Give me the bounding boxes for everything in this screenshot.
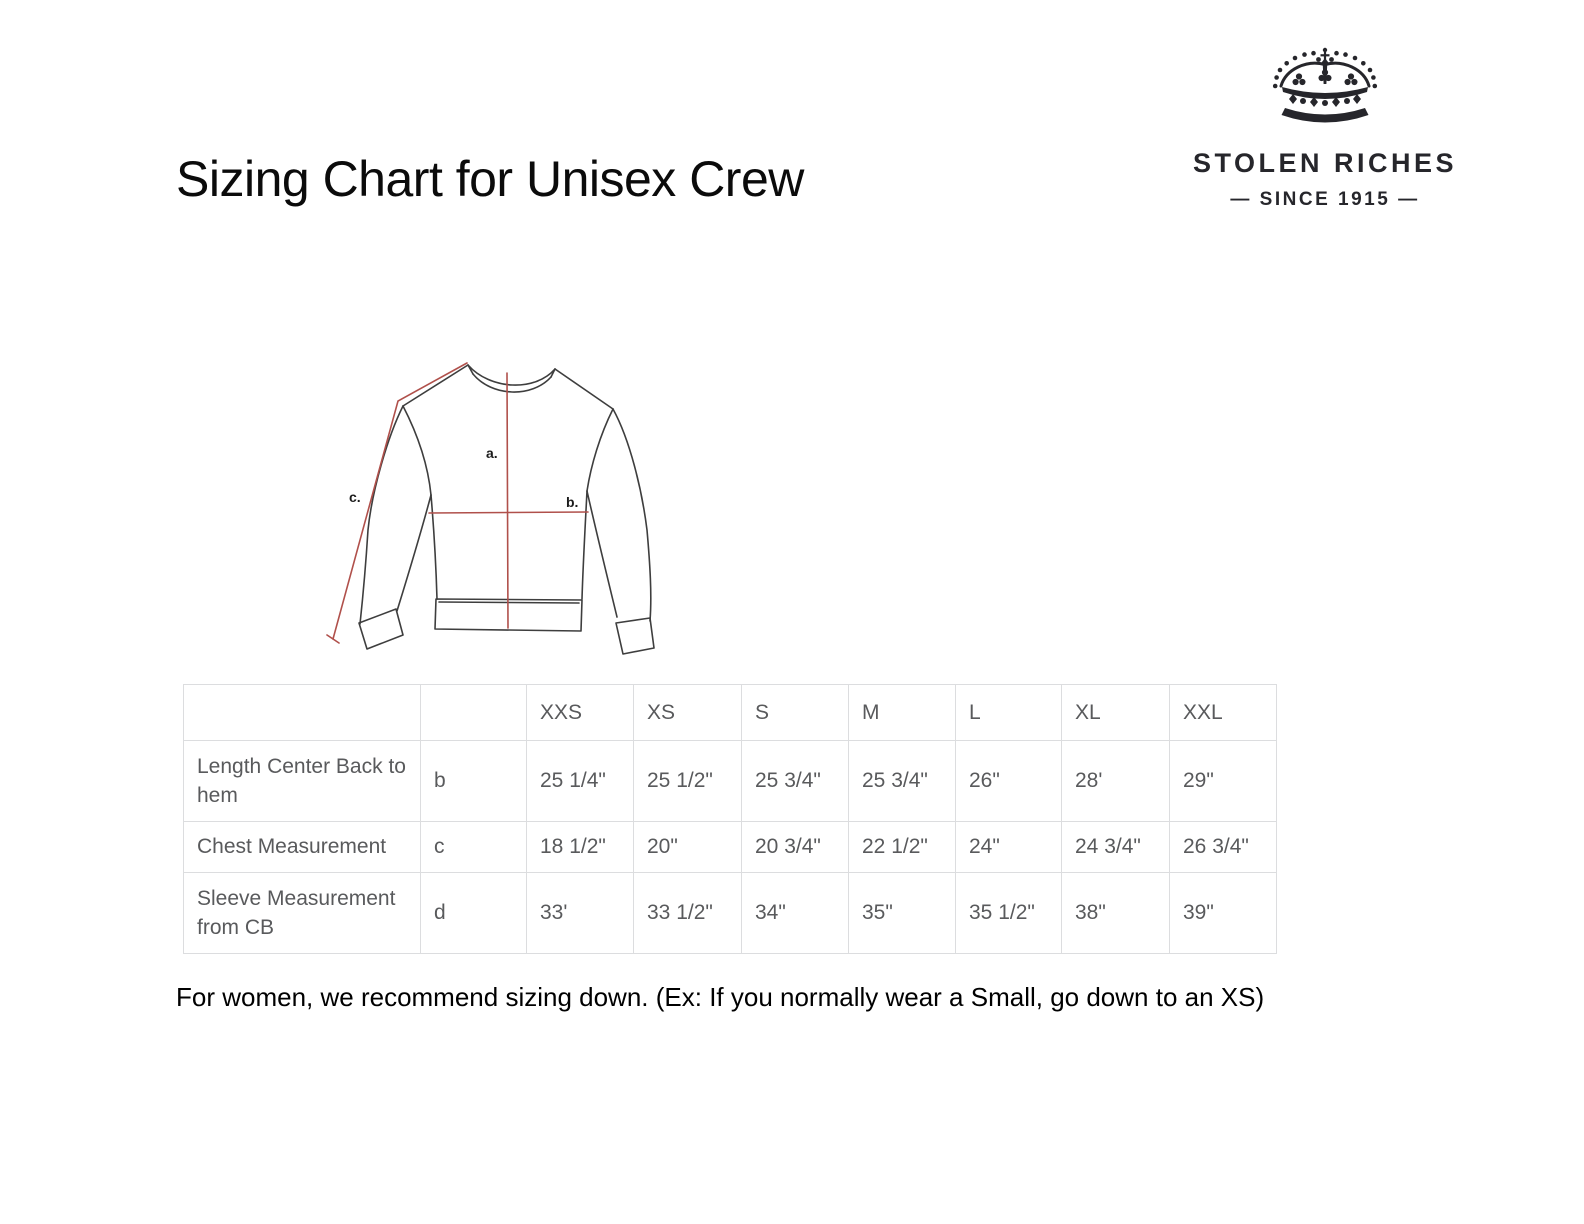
row-label: Length Center Back to hem [184,741,421,822]
sizing-note: For women, we recommend sizing down. (Ex: If you normally wear a Small, go down to an XS) [176,982,1265,1012]
table-cell: 24 3/4" [1062,822,1170,873]
header-cell-empty [184,685,421,741]
table-cell: 29" [1170,741,1277,822]
table-cell: 18 1/2" [527,822,634,873]
header-cell-empty [421,685,527,741]
row-letter: c [421,822,527,873]
size-table [183,684,1277,954]
table-cell: 20" [634,822,742,873]
table-cell: 24" [956,822,1062,873]
header-cell-xl: XL [1062,685,1170,741]
table-row-chest [184,822,1277,873]
table-cell: 25 3/4" [849,741,956,822]
row-label: Chest Measurement [184,822,421,873]
table-cell: 26 3/4" [1170,822,1277,873]
table-cell: 25 3/4" [742,741,849,822]
brand-tagline: — SINCE 1915 — [1230,189,1420,210]
measurement-lines [327,363,588,643]
table-cell: 20 3/4" [742,822,849,873]
label-c: c. [349,489,361,505]
table-row-length [184,741,1277,822]
header-cell-xxl: XXL [1170,685,1277,741]
table-cell: 25 1/4" [527,741,634,822]
row-label: Sleeve Measurement from CB [184,873,421,954]
table-cell: 25 1/2" [634,741,742,822]
table-row-sleeve [184,873,1277,954]
table-cell: 26" [956,741,1062,822]
table-cell: 22 1/2" [849,822,956,873]
table-cell: 33 1/2" [634,873,742,954]
table-cell: 33' [527,873,634,954]
table-cell: 38" [1062,873,1170,954]
header-cell-l: L [956,685,1062,741]
crown-icon [1269,46,1381,130]
measure-line-a [507,373,508,628]
page-title: Sizing Chart for Unisex Crew [176,151,804,207]
table-cell: 28' [1062,741,1170,822]
header-cell-xs: XS [634,685,742,741]
label-a: a. [486,445,498,461]
size-table-header-row [184,685,1277,741]
brand-name: STOLEN RICHES [1192,148,1458,178]
header-cell-m: M [849,685,956,741]
label-b: b. [566,494,579,510]
row-letter: d [421,873,527,954]
table-cell: 35 1/2" [956,873,1062,954]
header-cell-xxs: XXS [527,685,634,741]
brand-logo [1160,46,1490,211]
measure-line-b [429,512,588,513]
table-cell: 34" [742,873,849,954]
header-cell-s: S [742,685,849,741]
row-letter: b [421,741,527,822]
table-cell: 39" [1170,873,1277,954]
table-cell: 35" [849,873,956,954]
sweater-measurement-diagram [300,340,720,670]
